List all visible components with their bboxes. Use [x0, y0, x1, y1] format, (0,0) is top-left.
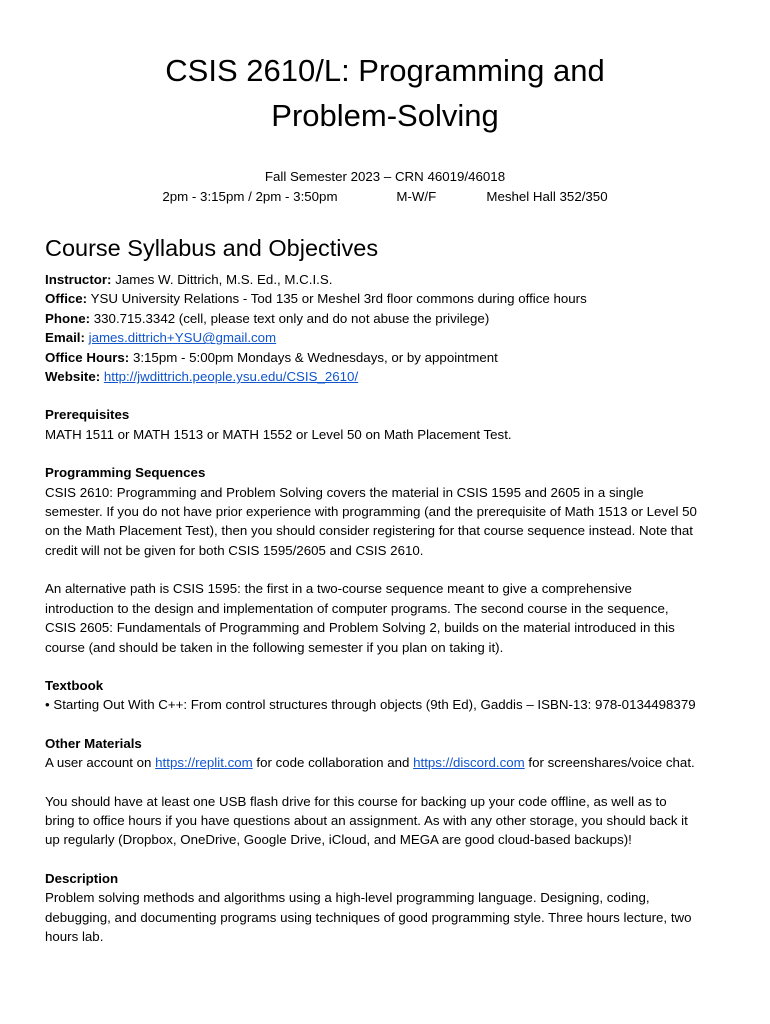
instructor-value: James W. Dittrich, M.S. Ed., M.C.I.S. [115, 272, 333, 287]
description-paragraph [45, 888, 725, 946]
text-line: up regularly (Dropbox, OneDrive, Google Drive, iCloud, and MEGA are good cloud-based backups)! [45, 832, 632, 848]
sequences-paragraph-1 [45, 483, 725, 561]
textbook-heading: Textbook [45, 677, 104, 693]
syllabus-heading: Course Syllabus and Objectives [45, 235, 379, 261]
website-label: Website: [45, 369, 101, 385]
website-link[interactable]: http://jwdittrich.people.ysu.edu/CSIS_2610/ [103, 369, 359, 385]
office-line [45, 289, 725, 308]
prerequisites-heading: Prerequisites [45, 407, 130, 423]
office-label: Office: [45, 291, 88, 307]
phone-label: Phone: [45, 310, 91, 326]
title-line-2: Problem-Solving [271, 98, 499, 133]
phone-line [45, 309, 725, 328]
text-line: credit will not be given for both CSIS 1595/2605 and CSIS 2610. [45, 542, 424, 558]
text-line: introduction to the design and implementation of computer programs. The second course in the sequence, [45, 600, 669, 616]
textbook-item: • Starting Out With C++: From control structures through objects (9th Ed), Gaddis – ISBN-13: 978-0134498379 [45, 697, 696, 713]
schedule-line [45, 187, 725, 207]
office-hours-label: Office Hours: [45, 349, 130, 365]
replit-link[interactable]: https://replit.com [155, 755, 253, 771]
website-line [45, 367, 725, 386]
text-line: Problem solving methods and algorithms using a high-level programming language. Designing, coding, [45, 890, 650, 906]
instructor-label: Instructor: [45, 272, 112, 287]
class-location: Meshel Hall 352/350 [486, 189, 608, 204]
description-heading: Description [45, 870, 119, 886]
text-line: on the Math Placement Test), then you should consider registering for that course sequence instead. Note that [45, 523, 693, 539]
sequences-paragraph-2 [45, 579, 725, 657]
programming-sequences-heading: Programming Sequences [45, 465, 206, 481]
text-fragment: A user account on [45, 755, 156, 771]
document-page [45, 0, 725, 946]
email-label: Email: [45, 330, 85, 346]
text-line: semester. If you do not have prior experience with programming (and the prerequisite of Math 1513 or Level 50 [45, 504, 697, 520]
other-materials-paragraph-2 [45, 792, 725, 850]
text-line: bring to office hours if you have questions about an assignment. As with any other storage, you should back it [45, 812, 688, 828]
office-value: YSU University Relations - Tod 135 or Meshel 3rd floor commons during office hours [90, 291, 587, 307]
office-hours-line [45, 348, 725, 367]
course-meta [45, 167, 725, 207]
text-line: course (and should be taken in the following semester if you plan on taking it). [45, 639, 504, 655]
class-times: 2pm - 3:15pm / 2pm - 3:50pm [162, 189, 338, 204]
text-line: You should have at least one USB flash drive for this course for backing up your code offline, as well as to [45, 793, 667, 809]
text-line: hours lab. [45, 928, 104, 944]
email-line [45, 328, 725, 347]
text-fragment: for screenshares/voice chat. [524, 755, 695, 771]
email-link[interactable]: james.dittrich+YSU@gmail.com [88, 330, 277, 346]
other-materials-heading: Other Materials [45, 735, 142, 751]
semester-line: Fall Semester 2023 – CRN 46019/46018 [264, 169, 506, 184]
text-line: An alternative path is CSIS 1595: the first in a two-course sequence meant to give a comprehensive [45, 581, 632, 597]
text-line: debugging, and documenting programs using techniques of good programming style. Three hours lecture, two [45, 909, 692, 925]
text-line: CSIS 2605: Fundamentals of Programming and Problem Solving 2, builds on the material introduced in this [45, 620, 675, 636]
phone-value: 330.715.3342 (cell, please text only and do not abuse the privilege) [93, 310, 490, 326]
text-fragment: for code collaboration and [252, 755, 414, 771]
prerequisites-text: MATH 1511 or MATH 1513 or MATH 1552 or Level 50 on Math Placement Test. [45, 426, 512, 442]
text-line: CSIS 2610: Programming and Problem Solving covers the material in CSIS 1595 and 2605 in a single [45, 484, 644, 500]
discord-link[interactable]: https://discord.com [413, 755, 525, 771]
office-hours-value: 3:15pm - 5:00pm Mondays & Wednesdays, or by appointment [132, 349, 498, 365]
other-materials-paragraph-1 [45, 753, 725, 772]
document-title [45, 48, 725, 138]
title-line-1: CSIS 2610/L: Programming and [165, 53, 605, 88]
class-days: M-W/F [396, 189, 437, 204]
instructor-line [45, 270, 725, 289]
